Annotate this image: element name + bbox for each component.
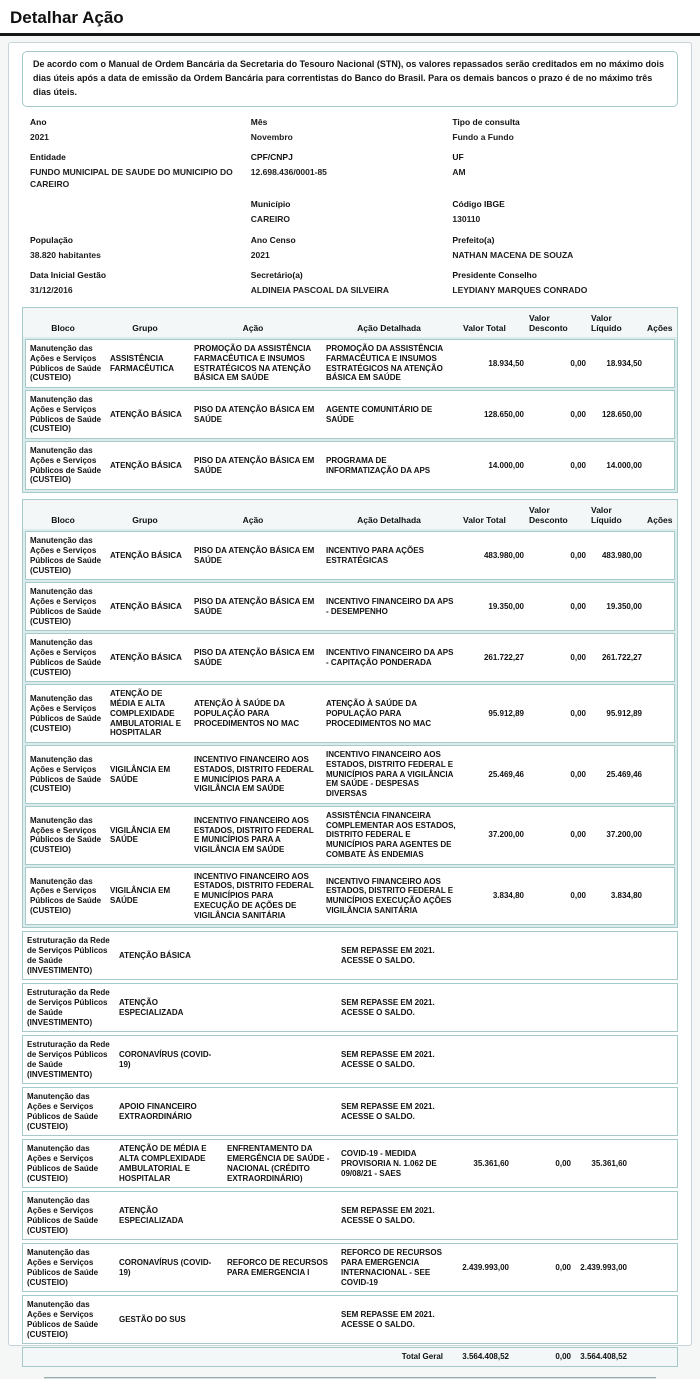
cell-grupo: CORONAVÍRUS (COVID-19) [119,1050,212,1069]
cell-acoes [631,1316,671,1324]
cell-valor_desconto: 0,00 [570,409,586,419]
table-row [25,633,675,682]
cell-valor_liquido: 128.650,00 [601,409,642,419]
total-label: Total Geral [401,1352,443,1362]
cell-acao_detalhada: COVID-19 - MEDIDA PROVISORIA N. 1.062 DE 09/08/21 - SAES [341,1149,437,1178]
column-header-5: Valor Desconto [529,505,568,526]
cell-acao_detalhada: ASSISTÊNCIA FINANCEIRA COMPLEMENTAR AOS ESTADOS, DISTRITO FEDERAL E MUNICÍPIOS PARA AGENTES DE COMBATE ÀS ENDEMIAS [326,810,456,859]
cell-acao [223,1004,337,1012]
cell-valor_desconto [513,1004,575,1012]
bank-order-notice: De acordo com o Manual de Ordem Bancária da Secretaria do Tesouro Nacional (STN), os valores repassados serão creditados em no máximo dois dias úteis após a data de emissão da Ordem Bancária para correntistas do Banco do Brasil. Para os demais bancos o prazo é de no máximo três dias úteis. [22,51,678,107]
column-header-1: Grupo [132,322,158,333]
total-row [22,1347,678,1367]
cell-empty [115,1353,223,1361]
table-row [25,806,675,865]
cell-grupo: ATENÇÃO DE MÉDIA E ALTA COMPLEXIDADE AMBULATORIAL E HOSPITALAR [119,1144,207,1183]
cell-valor_total: 3.834,80 [492,891,524,901]
detail-field [251,117,453,143]
total-value: 3.564.408,52 [580,1352,627,1362]
detail-field [452,270,670,296]
cell-acao_detalhada: SEM REPASSE EM 2021. ACESSE O SALDO. [341,998,435,1017]
cell-empty [631,1353,671,1361]
table-row [25,867,675,926]
table-row [22,1191,678,1240]
table-row [25,390,675,439]
details-grid [22,107,678,301]
cell-bloco: Manutenção das Ações e Serviços Públicos de Saúde (CUSTEIO) [30,587,102,626]
cell-acao_detalhada: PROMOÇÃO DA ASSISTÊNCIA FARMACÊUTICA E INSUMOS ESTRATÉGICOS NA ATENÇÃO BÁSICA EM SAÚDE [326,344,443,383]
cell-valor_total: 37.200,00 [488,830,524,840]
cell-acao_detalhada: INCENTIVO FINANCEIRO DA APS - CAPITAÇÃO PONDERADA [326,648,454,667]
total-value: 3.564.408,52 [462,1352,509,1362]
table-row [25,745,675,804]
cell-acao_detalhada: INCENTIVO PARA AÇÕES ESTRATÉGICAS [326,546,424,565]
cell-grupo: ATENÇÃO DE MÉDIA E ALTA COMPLEXIDADE AMBULATORIAL E HOSPITALAR [110,689,182,738]
cell-acao: PISO DA ATENÇÃO BÁSICA EM SAÚDE [194,597,315,616]
cell-grupo: ATENÇÃO BÁSICA [110,409,182,419]
cell-valor_liquido: 37.200,00 [606,830,642,840]
column-header-4: Valor Total [463,515,506,526]
cell-valor_desconto: 0,00 [570,830,586,840]
cell-grupo: ATENÇÃO BÁSICA [110,551,182,560]
total-value: 0,00 [555,1352,571,1362]
cell-acoes [646,710,674,718]
column-header-3: Ação Detalhada [357,322,421,333]
cell-bloco: Estruturação da Rede de Serviços Públicos de Saúde (INVESTIMENTO) [27,1040,110,1079]
cell-grupo: ATENÇÃO BÁSICA [110,460,182,470]
cell-valor_total: 483.980,00 [483,551,524,560]
cell-acao: PROMOÇÃO DA ASSISTÊNCIA FARMACÊUTICA E INSUMOS ESTRATÉGICOS NA ATENÇÃO BÁSICA EM SAÚDE [194,344,311,383]
cell-valor_desconto: 0,00 [570,551,586,560]
cell-acoes [631,1056,671,1064]
cell-valor_desconto: 0,00 [570,602,586,611]
field-label: Ano [30,116,47,127]
cell-acao: PISO DA ATENÇÃO BÁSICA EM SAÚDE [194,404,315,424]
cell-empty [223,1353,337,1361]
cell-valor_liquido: 19.350,00 [606,602,642,611]
cell-acao: PISO DA ATENÇÃO BÁSICA EM SAÚDE [194,455,315,475]
cell-valor_liquido: 483.980,00 [601,551,642,560]
detail-field [251,235,453,261]
cell-valor_desconto: 0,00 [555,1263,571,1272]
field-label: Tipo de consulta [452,116,520,127]
detail-field [452,199,670,225]
column-header-5: Valor Desconto [529,312,568,333]
table-row [25,684,675,743]
cell-grupo: CORONAVÍRUS (COVID-19) [119,1258,212,1277]
column-header-2: Ação [242,515,264,526]
field-value: 38.820 habitantes [30,249,101,260]
cell-valor_liquido [575,1004,631,1012]
cell-acoes [646,771,674,779]
cell-valor_liquido [575,1056,631,1064]
cell-grupo: ATENÇÃO BÁSICA [110,602,182,611]
detail-field [30,117,251,143]
cell-valor_liquido [575,1108,631,1116]
detail-field [452,117,670,143]
page-title: Detalhar Ação [0,0,700,33]
cell-valor_liquido: 95.912,89 [606,708,642,718]
cell-acoes [646,552,674,560]
cell-valor_liquido: 18.934,50 [606,358,642,368]
cell-acoes [631,1264,671,1272]
cell-acoes [646,462,674,470]
actions-table-2 [22,499,678,928]
field-value: FUNDO MUNICIPAL DE SAUDE DO MUNICIPIO DO CAREIRO [30,167,233,189]
cell-valor_desconto: 0,00 [570,769,586,779]
cell-grupo: VIGILÂNCIA EM SAÚDE [110,825,171,845]
cell-acao: REFORCO DE RECURSOS PARA EMERGENCIA I [227,1258,328,1277]
cell-bloco: Manutenção das Ações e Serviços Públicos de Saúde (CUSTEIO) [30,344,102,383]
cell-acao: ENFRENTAMENTO DA EMERGÊNCIA DE SAÚDE - NACIONAL (CRÉDITO EXTRAORDINÁRIO) [227,1144,330,1183]
cell-valor_liquido: 261.722,27 [601,653,642,662]
detail-field [251,199,453,225]
cell-grupo: ATENÇÃO ESPECIALIZADA [119,998,184,1017]
column-header-1: Grupo [132,515,158,526]
cell-bloco: Manutenção das Ações e Serviços Públicos de Saúde (CUSTEIO) [27,1196,99,1235]
cell-valor_desconto [513,1056,575,1064]
cell-acao_detalhada: PROGRAMA DE INFORMATIZAÇÃO DA APS [326,455,431,475]
column-header-3: Ação Detalhada [357,515,421,526]
cell-valor_total [447,952,513,960]
table-header-row [23,308,677,337]
cell-valor_total [447,1056,513,1064]
cell-valor_liquido: 25.469,46 [606,769,642,779]
cell-valor_liquido [575,1212,631,1220]
cell-acao: INCENTIVO FINANCEIRO AOS ESTADOS, DISTRITO FEDERAL E MUNICÍPIOS PARA EXECUÇÃO DE AÇÕES DE VIGILÂNCIA SANITÁRIA [194,871,314,920]
table-row [25,441,675,490]
field-value: CAREIRO [250,214,290,225]
cell-valor_liquido: 3.834,80 [610,891,642,901]
cell-acao: PISO DA ATENÇÃO BÁSICA EM SAÚDE [194,648,315,667]
field-value: ALDINEIA PASCOAL DA SILVEIRA [250,285,390,296]
cell-acao_detalhada: REFORCO DE RECURSOS PARA EMERGENCIA INTERNACIONAL - SEE COVID-19 [341,1248,442,1287]
field-label: UF [452,152,464,163]
cell-valor_total: 25.469,46 [488,769,524,779]
cell-valor_total: 2.439.993,00 [462,1263,509,1272]
cell-valor_desconto: 0,00 [570,460,586,470]
cell-valor_total: 35.361,60 [473,1159,509,1168]
field-value: NATHAN MACENA DE SOUZA [452,249,574,260]
cell-valor_total: 14.000,00 [488,460,524,470]
table-row [22,1243,678,1292]
field-label: Ano Censo [250,234,296,245]
cell-bloco: Manutenção das Ações e Serviços Públicos de Saúde (CUSTEIO) [30,446,102,485]
cell-grupo: VIGILÂNCIA EM SAÚDE [110,764,171,784]
cell-acao_detalhada: ATENÇÃO À SAÚDE DA POPULAÇÃO PARA PROCEDIMENTOS NO MAC [326,699,432,728]
cell-acoes [646,892,674,900]
cell-acao_detalhada: AGENTE COMUNITÁRIO DE SAÚDE [326,404,433,424]
field-label: Secretário(a) [250,270,303,281]
field-value: Novembro [250,131,293,142]
cell-bloco: Manutenção das Ações e Serviços Públicos de Saúde (CUSTEIO) [30,694,102,733]
cell-acao [223,1056,337,1064]
field-value: 130110 [452,214,481,225]
actions-table-1 [22,307,678,493]
cell-valor_liquido [575,952,631,960]
field-value: 2021 [250,249,270,260]
detail-field [452,152,670,190]
column-header-6: Valor Líquido [591,312,622,333]
cell-grupo: APOIO FINANCEIRO EXTRAORDINÁRIO [119,1102,197,1121]
field-label: Entidade [30,152,66,163]
table-row [22,1295,678,1344]
cell-grupo: ATENÇÃO BÁSICA [110,653,182,662]
cell-acoes [631,1212,671,1220]
cell-valor_total: 95.912,89 [488,708,524,718]
table-row [22,931,678,980]
cell-grupo: GESTÃO DO SUS [119,1315,186,1324]
cell-acao: INCENTIVO FINANCEIRO AOS ESTADOS, DISTRITO FEDERAL E MUNICÍPIOS PARA A VIGILÂNCIA EM SAÚDE [194,815,314,854]
field-label: Mês [250,116,268,127]
cell-valor_desconto: 0,00 [570,653,586,662]
cell-acao [223,1212,337,1220]
detail-field [30,152,251,190]
cell-valor_liquido: 2.439.993,00 [580,1263,627,1272]
cell-acao [223,952,337,960]
field-value: 12.698.436/0001-85 [250,167,327,178]
cell-acoes [646,411,674,419]
cell-bloco: Manutenção das Ações e Serviços Públicos de Saúde (CUSTEIO) [27,1144,99,1183]
field-label: Presidente Conselho [452,270,537,281]
cell-valor_total [447,1108,513,1116]
cell-bloco: Estruturação da Rede de Serviços Públicos de Saúde (INVESTIMENTO) [27,988,110,1027]
cell-valor_total: 18.934,50 [488,358,524,368]
cell-acoes [631,952,671,960]
cell-acao_detalhada: SEM REPASSE EM 2021. ACESSE O SALDO. [341,946,435,965]
cell-bloco: Manutenção das Ações e Serviços Públicos de Saúde (CUSTEIO) [30,755,102,794]
cell-empty [23,1353,115,1361]
cell-valor_desconto [513,1212,575,1220]
cell-bloco: Manutenção das Ações e Serviços Públicos de Saúde (CUSTEIO) [30,536,102,575]
cell-valor_liquido [575,1316,631,1324]
cell-bloco: Manutenção das Ações e Serviços Públicos de Saúde (CUSTEIO) [27,1092,99,1131]
cell-valor_total: 128.650,00 [483,409,524,419]
field-value: AM [452,167,466,178]
cell-bloco: Manutenção das Ações e Serviços Públicos de Saúde (CUSTEIO) [30,395,102,434]
field-value: LEYDIANY MARQUES CONRADO [452,285,588,296]
cell-acao [223,1108,337,1116]
cell-grupo: VIGILÂNCIA EM SAÚDE [110,886,171,905]
field-value: 31/12/2016 [30,285,73,296]
cell-valor_total [447,1316,513,1324]
cell-acao_detalhada: SEM REPASSE EM 2021. ACESSE O SALDO. [341,1310,435,1329]
field-value: Fundo a Fundo [452,131,514,142]
cell-valor_desconto: 0,00 [570,891,586,901]
cell-valor_desconto: 0,00 [570,708,586,718]
cell-valor_total [447,1004,513,1012]
field-label: Município [250,199,291,210]
cell-bloco: Manutenção das Ações e Serviços Públicos de Saúde (CUSTEIO) [30,876,102,915]
cell-valor_desconto [513,1108,575,1116]
field-label: Código IBGE [452,199,505,210]
table-row [22,1035,678,1084]
cell-acao_detalhada: INCENTIVO FINANCEIRO AOS ESTADOS, DISTRITO FEDERAL E MUNICÍPIOS PARA A VIGILÂNCIA EM SAÚDE - DESPESAS DIVERSAS [326,750,454,799]
field-label: População [30,234,73,245]
cell-bloco: Manutenção das Ações e Serviços Públicos de Saúde (CUSTEIO) [30,815,102,854]
field-label: Prefeito(a) [452,234,495,245]
cell-acao [223,1316,337,1324]
table-row [25,531,675,580]
field-label: Data Inicial Gestão [30,270,107,281]
cell-acoes [646,360,674,368]
table-header-row [23,500,677,529]
detail-field [452,235,670,261]
column-header-2: Ação [242,322,264,333]
cell-acoes [646,603,674,611]
cell-acoes [631,1108,671,1116]
detail-field [251,270,453,296]
cell-acoes [631,1004,671,1012]
cell-valor_total: 19.350,00 [488,602,524,611]
cell-bloco: Manutenção das Ações e Serviços Públicos de Saúde (CUSTEIO) [30,638,102,677]
column-header-4: Valor Total [463,322,506,333]
cell-valor_desconto: 0,00 [555,1159,571,1168]
cell-grupo: ATENÇÃO BÁSICA [119,951,191,960]
cell-valor_desconto [513,952,575,960]
cell-acao: INCENTIVO FINANCEIRO AOS ESTADOS, DISTRITO FEDERAL E MUNICÍPIOS PARA A VIGILÂNCIA EM SAÚDE [194,755,314,794]
cell-bloco: Manutenção das Ações e Serviços Públicos de Saúde (CUSTEIO) [27,1248,99,1287]
table-row [25,582,675,631]
field-value: 2021 [30,131,49,142]
column-header-0: Bloco [51,322,75,333]
column-header-6: Valor Líquido [591,505,622,526]
title-rule [0,33,700,36]
detail-field [251,152,453,190]
cell-valor_desconto: 0,00 [570,358,586,368]
cell-bloco: Manutenção das Ações e Serviços Públicos de Saúde (CUSTEIO) [27,1300,99,1339]
cell-acao_detalhada: INCENTIVO FINANCEIRO DA APS - DESEMPENHO [326,597,454,616]
cell-valor_liquido: 14.000,00 [606,460,642,470]
cell-acao: PISO DA ATENÇÃO BÁSICA EM SAÚDE [194,546,315,565]
cell-valor_desconto [513,1316,575,1324]
cell-acao_detalhada: SEM REPASSE EM 2021. ACESSE O SALDO. [341,1102,435,1121]
table-row [22,1087,678,1136]
column-header-7: Ações [647,322,673,333]
single-row-tables [22,931,678,1367]
cell-acoes [646,831,674,839]
detail-field [30,270,251,296]
cell-grupo: ASSISTÊNCIA FARMACÊUTICA [110,353,174,373]
cell-grupo: ATENÇÃO ESPECIALIZADA [119,1206,184,1225]
cell-acoes [631,1160,671,1168]
cell-valor_total [447,1212,513,1220]
table-row [22,1139,678,1188]
cell-bloco: Estruturação da Rede de Serviços Públicos de Saúde (INVESTIMENTO) [27,936,110,975]
cell-acao_detalhada: INCENTIVO FINANCEIRO AOS ESTADOS, DISTRITO FEDERAL E MUNICÍPIOS EXECUÇÃO AÇÕES VIGILÂNCIA SANITÁRIA [326,876,454,915]
column-header-0: Bloco [51,515,75,526]
cell-acao: ATENÇÃO À SAÚDE DA POPULAÇÃO PARA PROCEDIMENTOS NO MAC [194,699,300,728]
cell-valor_liquido: 35.361,60 [591,1159,627,1168]
table-row [25,339,675,388]
field-label: CPF/CNPJ [250,152,293,163]
cell-acao_detalhada: SEM REPASSE EM 2021. ACESSE O SALDO. [341,1206,435,1225]
table-row [22,983,678,1032]
column-header-7: Ações [647,515,673,526]
detail-field-empty [30,199,251,225]
cell-valor_total: 261.722,27 [483,653,524,662]
cell-acoes [646,654,674,662]
content-panel [8,42,692,1362]
detail-field [30,235,251,261]
cell-acao_detalhada: SEM REPASSE EM 2021. ACESSE O SALDO. [341,1050,435,1069]
